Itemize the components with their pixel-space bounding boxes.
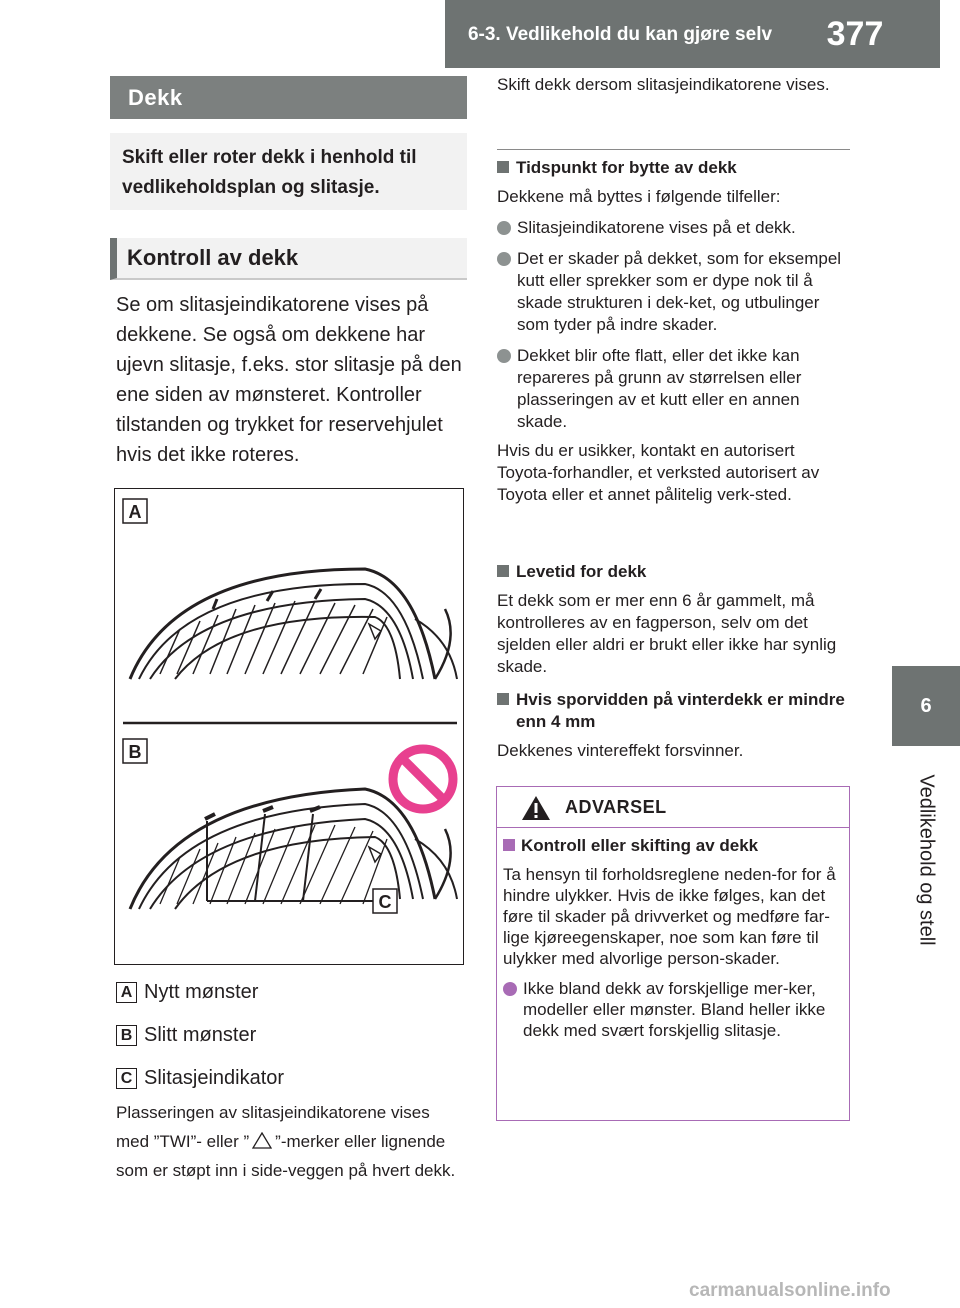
tire-figure <box>114 488 464 965</box>
legend-letter: B <box>116 1025 137 1046</box>
subheading: Hvis sporvidden på vinterdekk er mindre enn 4 mm <box>497 689 849 733</box>
divider <box>497 149 850 150</box>
indicator-note <box>116 1098 466 1185</box>
legend-item-a <box>116 981 258 1004</box>
legend-text: Slitt mønster <box>144 1024 257 1046</box>
square-bullet-icon <box>497 565 509 577</box>
intro-text: Skift dekk dersom slitasjeindikatorene vises. <box>497 75 830 94</box>
page-number: 377 <box>826 15 884 53</box>
contact-text: Hvis du er usikker, kontakt en autorisert Toyota-forhandler, et verksted autorisert av Toyota eller et annet pålitelig verk-sted. <box>497 441 820 504</box>
bullet-icon <box>503 982 517 996</box>
square-bullet-icon <box>497 161 509 173</box>
warning-body <box>503 835 841 1041</box>
bullet-icon <box>497 252 511 266</box>
square-bullet-icon <box>497 693 509 705</box>
triangle-mark-icon <box>252 1132 272 1149</box>
list-item: Det er skader på dekket, som for eksempel kutt eller sprekker som er dype nok til å skade strukturen i dek-ket, og utbulinger som tyder på indre skader. <box>497 248 849 336</box>
legend-item-b <box>116 1024 256 1047</box>
chapter-label: Vedlikehold og stell <box>915 774 938 946</box>
note-text-start: Plasseringen av slitasjeindikatorene vises med ”TWI”- eller ” <box>116 1103 430 1151</box>
lead-text: Dekkene må byttes i følgende tilfeller: <box>497 187 781 206</box>
section-text: Dekkenes vintereffekt forsvinner. <box>497 741 744 760</box>
legend-letter: A <box>116 982 137 1003</box>
legend-letter: C <box>116 1068 137 1089</box>
warning-text: Ta hensyn til forholdsreglene neden-for for å hindre ulykker. Hvis de ikke følges, kan det føre til skader på drivverket og medføre far-lige kjøreegenskaper, noe som kan føre til ulykker med alvorlige person-skader. <box>503 865 836 968</box>
square-bullet-icon <box>503 839 515 851</box>
chapter-tab[interactable]: 6 <box>892 666 960 746</box>
bullet-icon <box>497 221 511 235</box>
warning-triangle-icon <box>521 795 551 821</box>
legend-text: Nytt mønster <box>144 981 259 1003</box>
new-tread-tire <box>130 569 457 679</box>
note-text-end: ”-merker eller lignende som er støpt inn i side-veggen på hvert dekk. <box>116 1132 456 1180</box>
section-tire-lifetime <box>497 561 849 678</box>
warning-header <box>497 787 849 828</box>
bullet-icon <box>497 349 511 363</box>
figure-label-b: B <box>128 742 142 762</box>
section-title: 6-3. Vedlikehold du kan gjøre selv <box>467 24 773 45</box>
body-text: Se om slitasjeindikatorene vises på dekkene. Se også om dekkene har ujevn slitasje, f.eks. stor slitasje på den ene siden av mønsteret. Kontroller tilstanden og trykket for reservehjulet hvis det ikke roteres. <box>116 294 462 466</box>
subheading: Tidspunkt for bytte av dekk <box>497 157 849 179</box>
page-heading: Dekk <box>110 76 467 119</box>
subheading: Levetid for dekk <box>497 561 849 583</box>
list-item: Dekket blir ofte flatt, eller det ikke kan repareres på grunn av størrelsen eller plasseringen av et kutt eller en annen skade. <box>497 345 849 433</box>
legend-text: Slitasjeindikator <box>144 1067 285 1089</box>
warning-subheading: Kontroll eller skifting av dekk <box>503 835 841 856</box>
legend-item-c <box>116 1067 284 1090</box>
tire-illustration <box>115 489 465 966</box>
section-text: Et dekk som er mer enn 6 år gammelt, må kontrolleres av en fagperson, selv om det sjelden eller aldri er brukt eller ikke har synlig skade. <box>497 591 837 676</box>
prohibited-icon <box>393 749 453 809</box>
watermark: carmanualsonline.info <box>689 1280 891 1301</box>
subtitle-box: Skift eller roter dekk i henhold til vedlikeholdsplan og slitasje. <box>110 133 467 210</box>
section-winter-tires <box>497 689 849 762</box>
warning-title: ADVARSEL <box>565 797 667 817</box>
list-item: Slitasjeindikatorene vises på et dekk. <box>497 217 849 239</box>
section-replace-tires <box>497 157 849 506</box>
warning-list-item: Ikke bland dekk av forskjellige mer-ker, modeller eller mønster. Bland heller ikke dekk med svært forskjellig slitasje. <box>503 978 841 1041</box>
section-heading: Kontroll av dekk <box>110 238 467 280</box>
figure-label-c: C <box>378 892 392 912</box>
warning-box <box>496 786 850 1121</box>
figure-label-a: A <box>128 502 142 522</box>
